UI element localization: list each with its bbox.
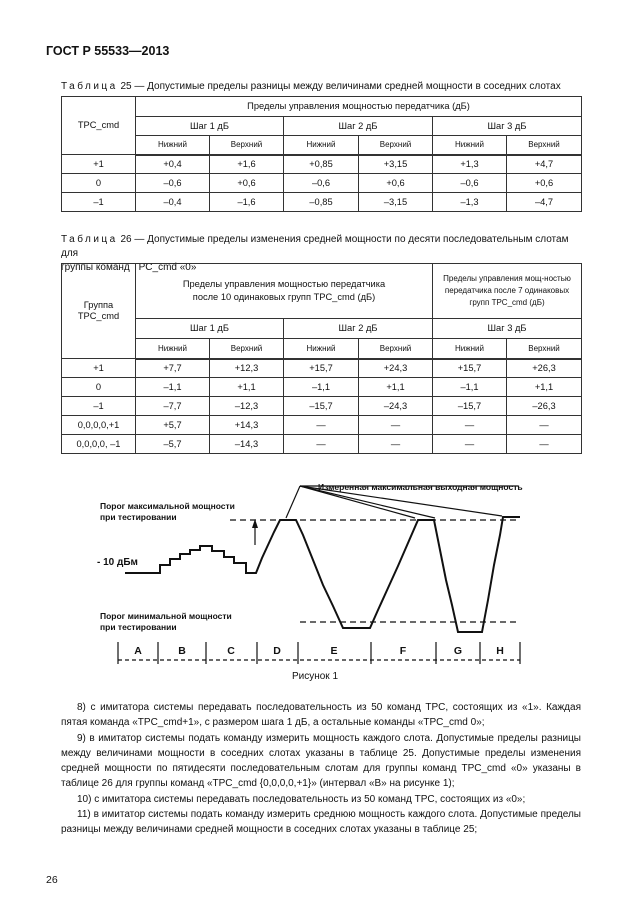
- table-cell: –7,7: [136, 397, 210, 416]
- table-cell: +1,1: [210, 378, 284, 397]
- table-cell: –0,6: [433, 174, 507, 193]
- interval-label: C: [227, 645, 235, 657]
- table-cell: +1: [62, 155, 136, 174]
- interval-label: G: [453, 645, 463, 657]
- table-26: [61, 263, 582, 454]
- table-26-group-b: Пределы управления мощ-ностью передатчика после 7 одинаковых групп TPC_cmd (дБ): [433, 264, 582, 319]
- table-25-step-2: Шаг 2 дБ: [284, 117, 433, 136]
- table-cell: +26,3: [507, 359, 582, 378]
- table-row: [62, 416, 582, 435]
- table-26-col-header: Группа TPC_cmd: [62, 264, 136, 359]
- table-26-upper: Верхний: [507, 339, 582, 359]
- table-25-lower: Нижний: [284, 136, 359, 155]
- interval-label: D: [273, 645, 281, 657]
- table-26-step-1: Шаг 1 дБ: [136, 319, 284, 339]
- table-cell: —: [359, 435, 433, 454]
- table-cell: 0,0,0,0, –1: [62, 435, 136, 454]
- table-cell: —: [284, 435, 359, 454]
- table-cell: –1,3: [433, 193, 507, 212]
- table-26-caption-text: 26 — Допустимые пределы изменения средней мощности по десяти последовательным слотам для: [61, 234, 569, 259]
- table-cell: +24,3: [359, 359, 433, 378]
- table-cell: +14,3: [210, 416, 284, 435]
- table-row: [62, 397, 582, 416]
- table-cell: –0,6: [136, 174, 210, 193]
- table-25-col-header: TPC_cmd: [62, 97, 136, 155]
- table-25-group-header: Пределы управления мощностью передатчика (дБ): [136, 97, 582, 117]
- interval-label: F: [399, 645, 407, 657]
- table-cell: +7,7: [136, 359, 210, 378]
- table-cell: +0,6: [210, 174, 284, 193]
- interval-label: H: [496, 645, 504, 657]
- table-cell: –1,1: [284, 378, 359, 397]
- table-cell: –4,7: [507, 193, 582, 212]
- document-header: ГОСТ Р 55533—2013: [46, 44, 170, 58]
- table-cell: –3,15: [359, 193, 433, 212]
- table-26-lower: Нижний: [433, 339, 507, 359]
- table-25-upper: Верхний: [359, 136, 433, 155]
- table-cell: –0,85: [284, 193, 359, 212]
- table-cell: –24,3: [359, 397, 433, 416]
- table-cell: —: [507, 416, 582, 435]
- table-25-lower: Нижний: [136, 136, 210, 155]
- table-25-caption-text: 25 — Допустимые пределы разницы между величинами средней мощности в соседних слотах: [117, 81, 561, 92]
- table-cell: +15,7: [284, 359, 359, 378]
- label-min-threshold-1: Порог минимальной мощности: [100, 611, 232, 621]
- table-cell: –1,1: [433, 378, 507, 397]
- table-25-caption: [61, 80, 561, 94]
- table-cell: +12,3: [210, 359, 284, 378]
- paragraph: 9) в имитатор системы подать команду измерить мощность каждого слота. Допустимые пределы разницы между величинами мощности в соседних слотах указаны в таблице 25. Допустимые пределы изменения средней мощности по пятидесяти последовательным слотам для группы команд TPC_cmd «0» указаны в таблице 26 для группы команд «TPC_cmd {0,0,0,0,+1}» (интервал «В» на рисунке 1);: [61, 732, 581, 790]
- table-cell: –26,3: [507, 397, 582, 416]
- table-cell: +5,7: [136, 416, 210, 435]
- table-row: [62, 359, 582, 378]
- table-cell: —: [507, 435, 582, 454]
- table-cell: +1,1: [359, 378, 433, 397]
- table-cell: —: [433, 435, 507, 454]
- body-text: [61, 700, 581, 838]
- table-25-caption-word: Таблица: [61, 81, 118, 92]
- table-cell: –15,7: [433, 397, 507, 416]
- table-25-upper: Верхний: [210, 136, 284, 155]
- table-cell: –5,7: [136, 435, 210, 454]
- label-max-threshold-2: при тестировании: [100, 512, 177, 522]
- interval-label: A: [134, 645, 142, 657]
- table-26-group-a: Пределы управления мощностью передатчика после 10 одинаковых групп TPC_cmd (дБ): [136, 264, 433, 319]
- table-26-lower: Нижний: [284, 339, 359, 359]
- table-cell: –1: [62, 193, 136, 212]
- callout-line: [286, 486, 300, 518]
- table-26-lower: Нижний: [136, 339, 210, 359]
- table-cell: —: [359, 416, 433, 435]
- table-26-upper: Верхний: [359, 339, 433, 359]
- table-cell: –1,6: [210, 193, 284, 212]
- label-min-threshold-2: при тестировании: [100, 622, 177, 632]
- table-26-step-2: Шаг 2 дБ: [284, 319, 433, 339]
- table-cell: +0,4: [136, 155, 210, 174]
- table-cell: —: [284, 416, 359, 435]
- table-row: [62, 193, 582, 212]
- table-cell: –0,4: [136, 193, 210, 212]
- table-cell: +0,85: [284, 155, 359, 174]
- table-cell: 0: [62, 174, 136, 193]
- table-cell: +1,1: [507, 378, 582, 397]
- table-cell: –15,7: [284, 397, 359, 416]
- label-measured-power: Измеренная максимальная выходная мощность: [318, 482, 523, 492]
- page-number: 26: [46, 874, 58, 886]
- table-cell: –14,3: [210, 435, 284, 454]
- table-cell: +15,7: [433, 359, 507, 378]
- table-row: [62, 155, 582, 174]
- table-25-lower: Нижний: [433, 136, 507, 155]
- table-row: [62, 378, 582, 397]
- table-cell: –12,3: [210, 397, 284, 416]
- table-25: [61, 96, 582, 212]
- table-cell: +1,6: [210, 155, 284, 174]
- paragraph: 11) в имитатор системы подать команду измерить среднюю мощность каждого слота. Допустимые пределы разницы между величинами средней мощности в соседних слотах указаны в таблице 25;: [61, 809, 581, 836]
- paragraph: 8) с имитатора системы передавать последовательность из 50 команд TPC, состоящих из «1». Каждая пятая команда «TPC_cmd+1», с размером шага 1 дБ, а остальные команды «TPC_cmd 0»;: [61, 702, 581, 729]
- table-row: [62, 174, 582, 193]
- paragraph: 10) с имитатора системы передавать последовательность из 50 команд TPC, состоящих из «0»;: [77, 793, 526, 805]
- table-cell: +1,3: [433, 155, 507, 174]
- table-cell: –0,6: [284, 174, 359, 193]
- table-row: [62, 435, 582, 454]
- table-cell: +4,7: [507, 155, 582, 174]
- figure-caption: Рисунок 1: [291, 671, 339, 682]
- table-cell: +0,6: [359, 174, 433, 193]
- table-cell: 0,0,0,0,+1: [62, 416, 136, 435]
- table-cell: +3,15: [359, 155, 433, 174]
- table-cell: +0,6: [507, 174, 582, 193]
- table-cell: —: [433, 416, 507, 435]
- table-26-caption-line2: группы команд TPC_cmd «0»: [61, 262, 197, 273]
- label-level: - 10 дБм: [97, 557, 138, 568]
- table-26-step-3: Шаг 3 дБ: [433, 319, 582, 339]
- table-26-upper: Верхний: [210, 339, 284, 359]
- interval-label: E: [330, 645, 338, 657]
- table-cell: +1: [62, 359, 136, 378]
- label-max-threshold-1: Порог максимальной мощности: [100, 501, 235, 511]
- table-cell: –1,1: [136, 378, 210, 397]
- table-26-caption-word: Таблица: [61, 234, 118, 245]
- table-25-step-3: Шаг 3 дБ: [433, 117, 582, 136]
- table-25-upper: Верхний: [507, 136, 582, 155]
- table-cell: –1: [62, 397, 136, 416]
- table-25-step-1: Шаг 1 дБ: [136, 117, 284, 136]
- figure-1-diagram: [0, 470, 630, 670]
- table-cell: 0: [62, 378, 136, 397]
- interval-label: B: [178, 645, 186, 657]
